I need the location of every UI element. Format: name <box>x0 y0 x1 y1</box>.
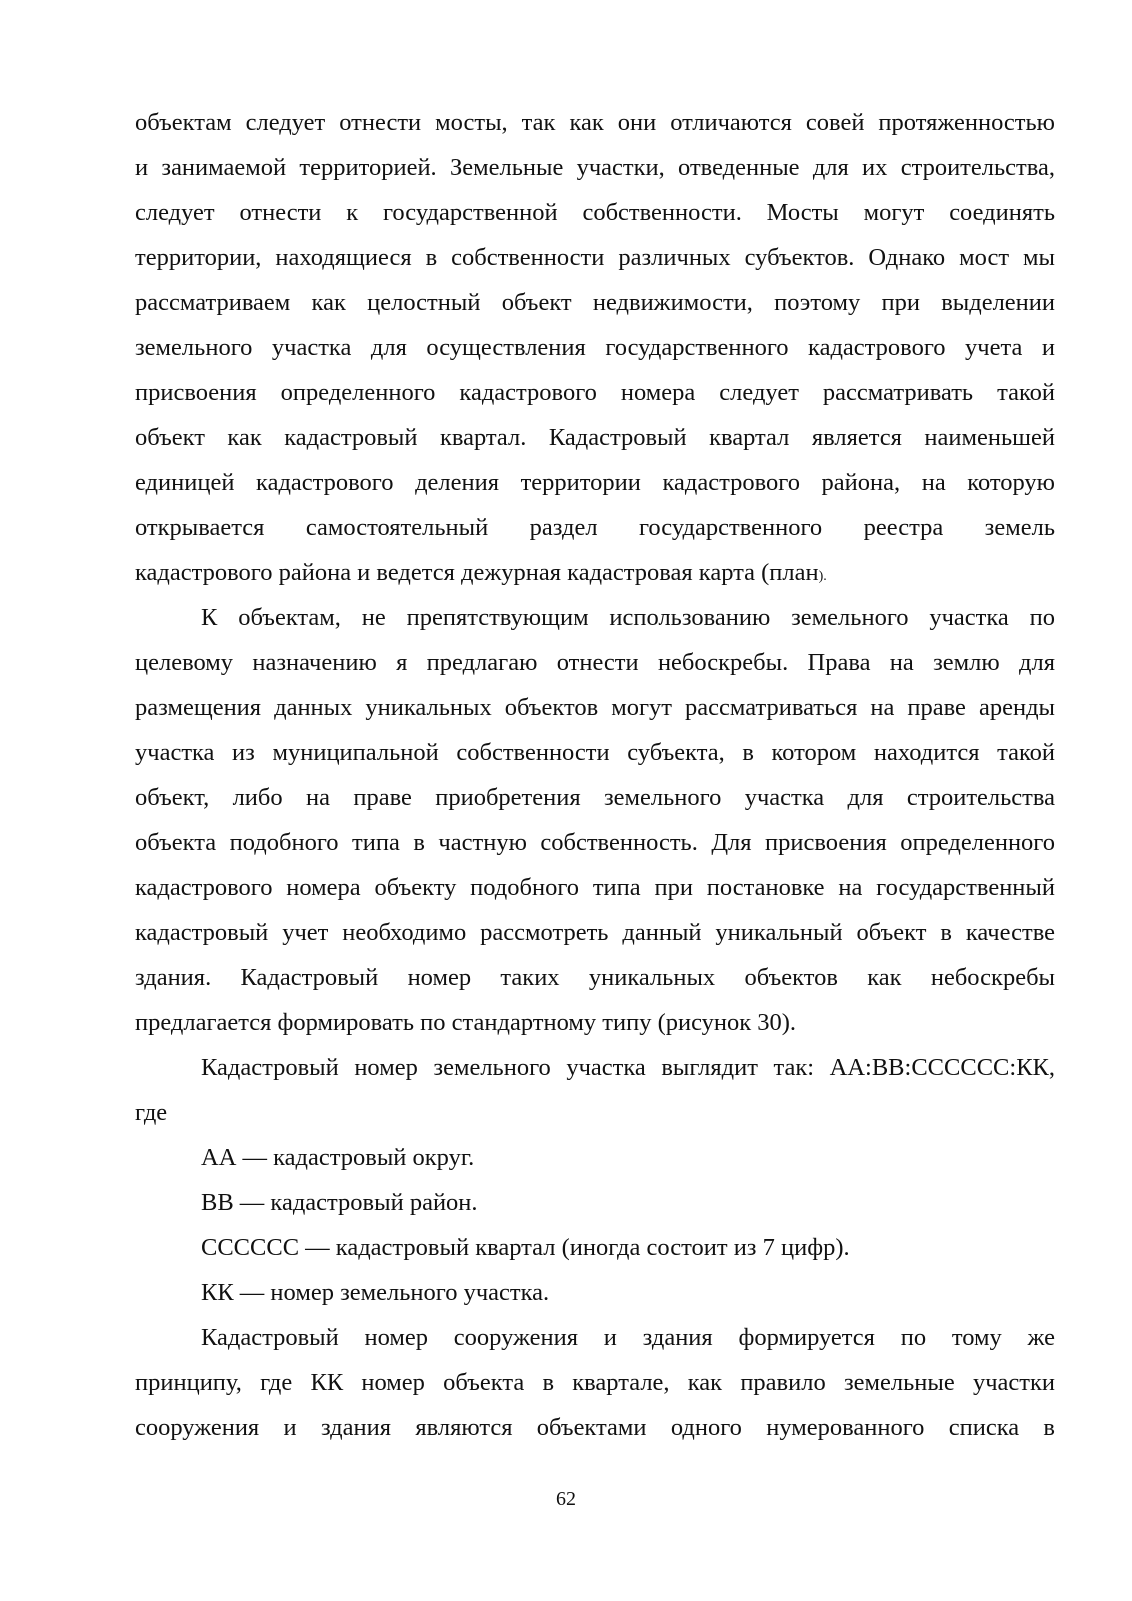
text-line: Кадастровый номер земельного участка выглядит так: АА:ВВ:СССССС:КК, <box>201 1054 1055 1081</box>
paragraph-2 <box>135 595 1055 1045</box>
definitions-list <box>135 1135 1055 1315</box>
text-line-last <box>135 550 1055 595</box>
text-line: и занимаемой территорией. Земельные участки, отведенные для их строительства, <box>135 154 1055 181</box>
document-page <box>135 100 1055 1450</box>
text-line: Кадастровый номер сооружения и здания формируется по тому же <box>201 1324 1055 1351</box>
text-line: принципу, где КК номер объекта в квартале, как правило земельные участки <box>135 1369 1055 1396</box>
text-line: объектам следует отнести мосты, так как они отличаются совей протяженностью <box>135 109 1055 136</box>
text-line: единицей кадастрового деления территории кадастрового района, на которую <box>135 469 1055 496</box>
text-line: сооружения и здания являются объектами одного нумерованного списка в <box>135 1414 1055 1441</box>
text-line: присвоения определенного кадастрового номера следует рассматривать такой <box>135 379 1055 406</box>
page-number: 62 <box>556 1488 576 1510</box>
definition-item: КК — номер земельного участка. <box>201 1279 550 1306</box>
definition-item: АА — кадастровый округ. <box>201 1144 475 1171</box>
text-line: кадастровый учет необходимо рассмотреть данный уникальный объект в качестве <box>135 919 1055 946</box>
text-line: объект, либо на праве приобретения земельного участка для строительства <box>135 784 1055 811</box>
definition-item: ВВ — кадастровый район. <box>201 1189 478 1216</box>
text-line: открывается самостоятельный раздел государственного реестра земель <box>135 514 1055 541</box>
paragraph-3 <box>135 1045 1055 1135</box>
paragraph-4 <box>135 1315 1055 1450</box>
text-line-last: где <box>135 1099 168 1126</box>
text-line: следует отнести к государственной собственности. Мосты могут соединять <box>135 199 1055 226</box>
text-line: земельного участка для осуществления государственного кадастрового учета и <box>135 334 1055 361</box>
text-line: размещения данных уникальных объектов могут рассматриваться на праве аренды <box>135 694 1055 721</box>
text-line: рассматриваем как целостный объект недвижимости, поэтому при выделении <box>135 289 1055 316</box>
text-line: целевому назначению я предлагаю отнести небоскребы. Права на землю для <box>135 649 1055 676</box>
text-fragment: кадастрового района и ведется дежурная кадастровая карта (план <box>135 559 819 586</box>
text-line: объект как кадастровый квартал. Кадастровый квартал является наименьшей <box>135 424 1055 451</box>
paragraph-1 <box>135 100 1055 595</box>
text-line: здания. Кадастровый номер таких уникальных объектов как небоскребы <box>135 964 1055 991</box>
text-line: участка из муниципальной собственности субъекта, в котором находится такой <box>135 739 1055 766</box>
text-line-last: предлагается формировать по стандартному типу (рисунок 30). <box>135 1009 797 1036</box>
text-fragment-small: ). <box>818 569 827 584</box>
text-line: территории, находящиеся в собственности различных субъектов. Однако мост мы <box>135 244 1055 271</box>
text-line: кадастрового номера объекту подобного типа при постановке на государственный <box>135 874 1055 901</box>
definition-item: СССССС — кадастровый квартал (иногда состоит из 7 цифр). <box>201 1234 850 1261</box>
text-line: К объектам, не препятствующим использованию земельного участка по <box>201 604 1055 631</box>
text-line: объекта подобного типа в частную собственность. Для присвоения определенного <box>135 829 1055 856</box>
